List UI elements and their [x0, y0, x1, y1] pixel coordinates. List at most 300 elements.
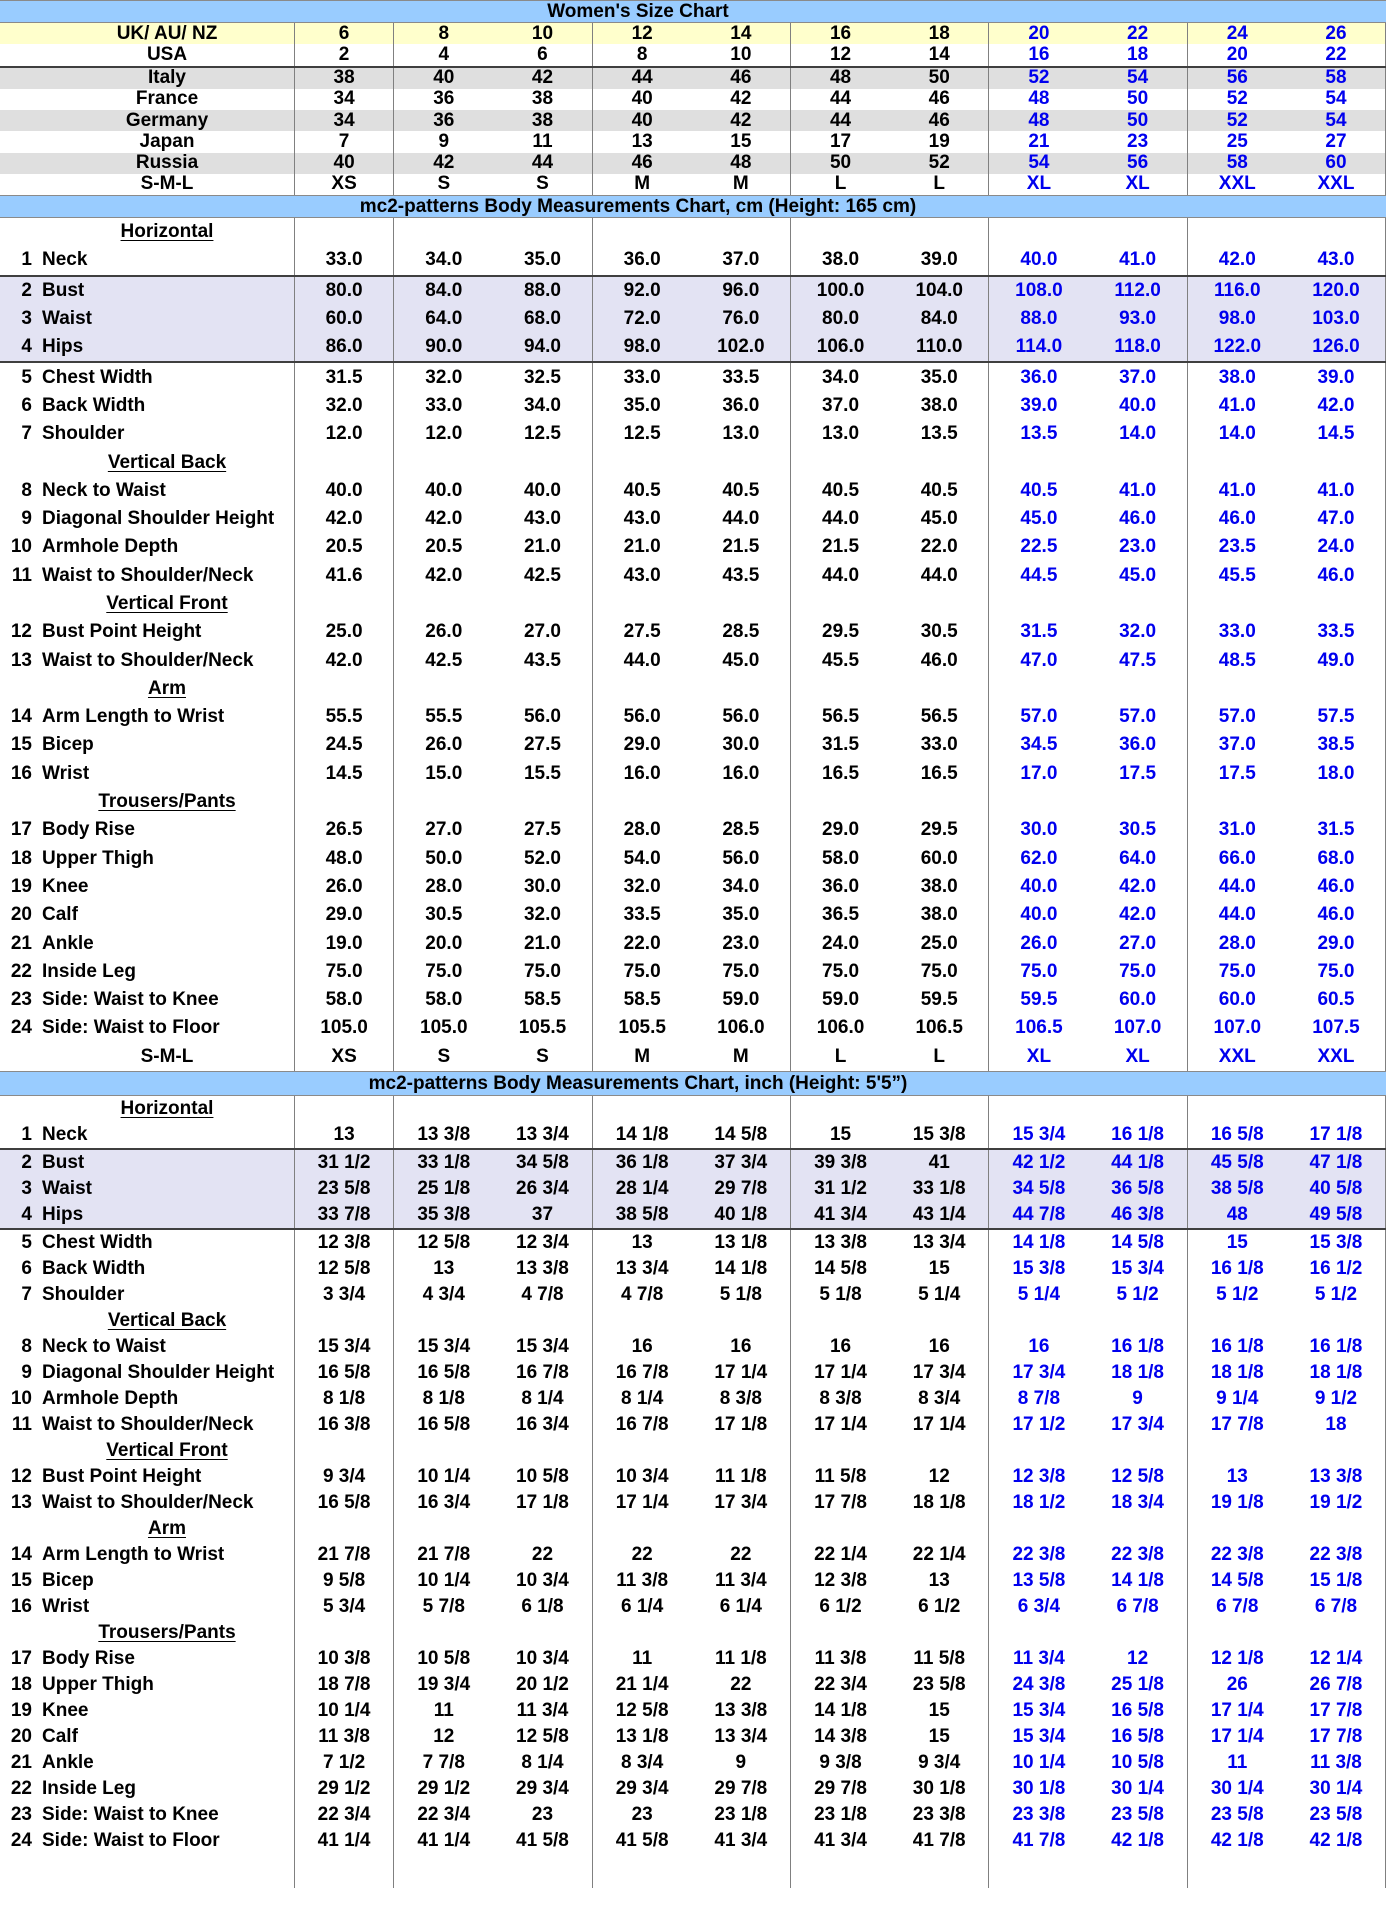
value-cell [1089, 1516, 1188, 1542]
value-cell: 41.6 [295, 562, 394, 590]
value-cell: 15 [890, 1698, 989, 1724]
value-cell: 34 5/8 [1012, 1177, 1066, 1199]
value-cell [692, 1308, 791, 1334]
value-cell [791, 218, 890, 246]
value-cell: 11 3/4 [1013, 1647, 1065, 1669]
value-cell: 33 1/8 [890, 1176, 989, 1202]
table-row [0, 1568, 1386, 1594]
value-cell [890, 675, 989, 703]
row-label [0, 1043, 295, 1071]
value-cell: 13 5/8 [1012, 1569, 1066, 1591]
value-cell: 46 [890, 110, 989, 131]
row-label [0, 1202, 295, 1228]
row-label-text: Knee [42, 1699, 89, 1721]
table-row [0, 333, 1386, 363]
value-cell: 37 [493, 1202, 592, 1228]
row-label [0, 420, 295, 448]
value-cell: 26 [1287, 23, 1386, 44]
value-cell: 72.0 [623, 308, 661, 330]
value-cell: 25 1/8 [417, 1177, 471, 1199]
table-row [0, 958, 1386, 986]
value-cell: 41 3/4 [814, 1829, 867, 1851]
value-cell [394, 448, 493, 476]
value-cell: 12 5/8 [417, 1231, 471, 1253]
value-cell: 43.5 [493, 646, 592, 674]
table-row [0, 420, 1386, 448]
row-label [0, 1334, 295, 1360]
value-cell: 14 1/8 [1012, 1231, 1066, 1253]
value-cell: 28 1/4 [615, 1177, 669, 1199]
value-cell: 16 5/8 [1210, 1123, 1264, 1145]
value-cell: 34.0 [822, 366, 860, 388]
value-cell: 40 [433, 67, 455, 89]
value-cell: 16 [1028, 44, 1050, 65]
value-cell [1188, 1854, 1287, 1888]
value-cell: XL [1089, 174, 1188, 195]
value-cell: 41 7/8 [1012, 1829, 1066, 1851]
value-cell [1188, 590, 1287, 618]
value-cell [1188, 218, 1287, 246]
value-cell [1089, 1620, 1188, 1646]
value-cell: L [890, 174, 989, 195]
value-cell: 5 1/2 [1287, 1282, 1386, 1308]
value-cell: 60.0 [890, 845, 989, 873]
table-row [0, 1014, 1386, 1042]
value-cell: 9 1/2 [1287, 1386, 1386, 1412]
value-cell: 60.0 [1089, 986, 1188, 1014]
value-cell: 9 [1089, 1386, 1188, 1412]
value-cell: 23.5 [1218, 536, 1256, 558]
value-cell: 57.5 [1287, 703, 1386, 731]
value-cell: 11 3/4 [493, 1698, 592, 1724]
value-cell: 13 3/8 [692, 1698, 791, 1724]
table-row [0, 363, 1386, 391]
value-cell: 45.5 [1218, 564, 1256, 586]
row-label-text: Diagonal Shoulder Height [42, 508, 275, 530]
value-cell: 41.0 [1287, 477, 1386, 505]
value-cell: 22 1/4 [814, 1543, 867, 1565]
value-cell: 2 [295, 44, 394, 65]
value-cell: 56.0 [692, 845, 791, 873]
value-cell: 16 1/2 [1287, 1256, 1386, 1282]
value-cell: 40.5 [1020, 479, 1058, 501]
value-cell: 23 3/8 [1012, 1803, 1066, 1825]
value-cell: 3 3/4 [295, 1282, 394, 1308]
value-cell [890, 590, 989, 618]
section-header-text: Vertical Back [107, 451, 227, 473]
value-cell: 75.0 [1218, 960, 1256, 982]
row-label-text: Side: Waist to Knee [42, 1803, 219, 1825]
value-cell: 13 [433, 1257, 455, 1279]
value-cell: 8 3/4 [621, 1751, 664, 1773]
table-row [0, 845, 1386, 873]
value-cell: 38.0 [822, 249, 860, 271]
value-cell: 17 1/8 [493, 1490, 592, 1516]
value-cell: 22.5 [1020, 536, 1058, 558]
value-cell [1287, 788, 1386, 816]
value-cell: 13 [631, 131, 653, 152]
row-label [0, 1854, 295, 1888]
value-cell: XS [295, 1043, 394, 1071]
value-cell: 36.5 [822, 904, 860, 926]
value-cell [1188, 1516, 1287, 1542]
value-cell: 16 5/8 [295, 1360, 394, 1386]
value-cell: 43.0 [623, 508, 661, 530]
value-cell: 33.5 [1287, 618, 1386, 646]
row-label [0, 44, 295, 65]
value-cell: 4 3/4 [422, 1283, 465, 1305]
row-label-text: Ankle [42, 1751, 94, 1773]
value-cell: 20.5 [425, 536, 463, 558]
value-cell [791, 448, 890, 476]
value-cell: 54.0 [623, 847, 661, 869]
section-header-text: Horizontal [120, 1097, 214, 1119]
row-label [0, 392, 295, 420]
table-row [0, 44, 1386, 67]
value-cell [890, 448, 989, 476]
value-cell: 5 1/4 [1017, 1283, 1061, 1305]
table-row [0, 1724, 1386, 1750]
value-cell: 18 1/8 [1210, 1361, 1264, 1383]
value-cell: 56.0 [623, 706, 661, 728]
table-row [0, 68, 1386, 89]
value-cell: 16 5/8 [417, 1413, 471, 1435]
value-cell: 22 3/8 [1089, 1542, 1188, 1568]
value-cell: 18 1/2 [1012, 1491, 1066, 1513]
value-cell: 31.5 [1287, 816, 1386, 844]
value-cell: 30 1/4 [1287, 1776, 1386, 1802]
row-label-text: Diagonal Shoulder Height [42, 1361, 275, 1383]
value-cell: S [437, 173, 451, 195]
value-cell: 7 7/8 [422, 1751, 465, 1773]
value-cell: 5 1/8 [692, 1282, 791, 1308]
value-cell: 22 3/8 [1210, 1543, 1264, 1565]
value-cell [692, 1854, 791, 1888]
section-header [0, 1620, 295, 1646]
value-cell: 34 5/8 [493, 1150, 592, 1176]
value-cell: 75.0 [890, 958, 989, 986]
value-cell: 59.5 [890, 986, 989, 1014]
row-number: 3 [21, 308, 32, 330]
section-header [0, 1308, 295, 1334]
value-cell: 36.0 [1089, 731, 1188, 759]
value-cell [692, 218, 791, 246]
value-cell: 19.0 [295, 929, 394, 957]
value-cell: 24.5 [295, 731, 394, 759]
value-cell: 29.0 [822, 819, 860, 841]
value-cell: 90.0 [425, 336, 463, 358]
value-cell: 14 [890, 44, 989, 65]
row-number: 12 [10, 621, 32, 643]
value-cell: 8 1/8 [295, 1386, 394, 1412]
section-header-text: Trousers/Pants [98, 791, 236, 813]
row-number: 19 [10, 1699, 32, 1721]
value-cell [791, 788, 890, 816]
value-cell: 22.0 [890, 533, 989, 561]
value-cell: 17.5 [1218, 762, 1256, 784]
table-row [0, 1802, 1386, 1828]
value-cell [593, 1096, 692, 1122]
value-cell: 15 3/4 [1012, 1699, 1066, 1721]
value-cell: 54 [1287, 89, 1386, 110]
value-cell: 16 3/4 [493, 1412, 592, 1438]
value-cell: 18 1/8 [1089, 1360, 1188, 1386]
value-cell: 23 5/8 [890, 1672, 989, 1698]
inch-chart-title-bar [0, 1071, 1386, 1096]
table-row [0, 1386, 1386, 1412]
value-cell [394, 1620, 493, 1646]
value-cell: 38.0 [890, 392, 989, 420]
value-cell: 45 5/8 [1210, 1151, 1264, 1173]
row-label [0, 1646, 295, 1672]
value-cell: 36.0 [1020, 366, 1058, 388]
value-cell [1287, 1516, 1386, 1542]
value-cell: XL [1026, 173, 1052, 195]
row-label-text: Chest Width [42, 1231, 153, 1253]
value-cell: 5 1/2 [1089, 1282, 1188, 1308]
value-cell: 41.0 [1089, 477, 1188, 505]
row-label [0, 363, 295, 391]
row-label [0, 23, 295, 44]
value-cell: 44 [631, 67, 653, 89]
row-label [0, 1282, 295, 1308]
value-cell: 4 7/8 [493, 1282, 592, 1308]
value-cell: 19 1/2 [1287, 1490, 1386, 1516]
table-row [0, 590, 1386, 618]
table-row [0, 1516, 1386, 1542]
row-label [0, 1776, 295, 1802]
value-cell: 42.5 [425, 649, 463, 671]
value-cell: 14 5/8 [1089, 1230, 1188, 1256]
row-number: 20 [10, 1725, 32, 1747]
value-cell: 28.0 [1218, 932, 1256, 954]
row-label [0, 1490, 295, 1516]
value-cell: 18 [1089, 44, 1188, 65]
value-cell: 5 1/4 [890, 1282, 989, 1308]
value-cell: 30.5 [425, 904, 463, 926]
value-cell: 16 7/8 [615, 1413, 669, 1435]
value-cell: 31 1/2 [295, 1150, 394, 1176]
table-row [0, 1360, 1386, 1386]
value-cell: 43.0 [493, 505, 592, 533]
value-cell [394, 1308, 493, 1334]
value-cell [1089, 448, 1188, 476]
value-cell [1089, 590, 1188, 618]
value-cell: 12.5 [493, 420, 592, 448]
value-cell: 15 [692, 131, 791, 152]
value-cell: 40.0 [1089, 392, 1188, 420]
value-cell: 11 [632, 1647, 653, 1669]
value-cell: 105.5 [493, 1014, 592, 1042]
value-cell: 36.0 [692, 392, 791, 420]
value-cell: 56.0 [493, 703, 592, 731]
row-number: 21 [10, 1751, 32, 1773]
value-cell [989, 1438, 1088, 1464]
row-label [0, 731, 295, 759]
table-row [0, 1282, 1386, 1308]
table-row [0, 477, 1386, 505]
value-cell: 27.0 [425, 819, 463, 841]
cm-measurements-table [0, 218, 1386, 1071]
row-label-text: Side: Waist to Floor [42, 1017, 220, 1039]
value-cell: 29.0 [295, 901, 394, 929]
value-cell: 16 5/8 [417, 1361, 471, 1383]
value-cell: 107.0 [1089, 1014, 1188, 1042]
value-cell: 29 7/8 [692, 1176, 791, 1202]
value-cell: 13 3/8 [417, 1123, 471, 1145]
value-cell: 16 1/8 [1089, 1334, 1188, 1360]
row-label [0, 1672, 295, 1698]
value-cell: 88.0 [493, 277, 592, 305]
value-cell: 55.5 [295, 703, 394, 731]
value-cell: 13 [631, 1231, 653, 1253]
value-cell: 44 [829, 88, 852, 110]
value-cell: 42.0 [1287, 392, 1386, 420]
value-cell: 120.0 [1287, 277, 1386, 305]
value-cell [989, 1516, 1088, 1542]
row-label [0, 760, 295, 788]
value-cell: 49 5/8 [1287, 1202, 1386, 1228]
row-label-text: Armhole Depth [42, 1387, 179, 1409]
value-cell [493, 1854, 592, 1888]
value-cell [989, 1854, 1088, 1888]
table-row [0, 760, 1386, 788]
value-cell: 26.5 [295, 816, 394, 844]
value-cell: 58.0 [295, 986, 394, 1014]
value-cell: 12 5/8 [615, 1699, 669, 1721]
value-cell: 36 [433, 88, 455, 110]
value-cell: 52 [1226, 88, 1248, 110]
value-cell: 75.0 [623, 960, 661, 982]
value-cell [1287, 1854, 1386, 1888]
value-cell: 11 3/8 [814, 1647, 867, 1669]
value-cell: 42 1/8 [1287, 1828, 1386, 1854]
value-cell: 6 1/2 [819, 1595, 862, 1617]
value-cell: 28.0 [623, 819, 661, 841]
value-cell: 50 [1089, 110, 1188, 131]
value-cell [493, 218, 592, 246]
value-cell: 32.0 [295, 392, 394, 420]
value-cell: 6 7/8 [1287, 1594, 1386, 1620]
value-cell: 16 [692, 1334, 791, 1360]
value-cell: 22 [692, 1542, 791, 1568]
value-cell: 21 7/8 [417, 1543, 471, 1565]
row-label [0, 1150, 295, 1176]
value-cell: 34 [295, 110, 394, 131]
value-cell: 46.0 [1287, 873, 1386, 901]
value-cell [493, 675, 592, 703]
value-cell: 42 1/8 [1089, 1828, 1188, 1854]
value-cell [1287, 675, 1386, 703]
value-cell: 23 1/8 [814, 1803, 867, 1825]
value-cell: 21.5 [692, 533, 791, 561]
value-cell: 21 7/8 [295, 1542, 394, 1568]
value-cell: 24 3/8 [1012, 1673, 1066, 1695]
value-cell: 30 1/8 [890, 1776, 989, 1802]
value-cell: 54 [1028, 152, 1050, 174]
table-row [0, 1646, 1386, 1672]
value-cell: 11 3/8 [616, 1569, 669, 1591]
value-cell [394, 590, 493, 618]
value-cell: 8 [438, 23, 450, 44]
row-number: 10 [10, 1387, 32, 1409]
value-cell [1287, 590, 1386, 618]
value-cell: 13 [1226, 1465, 1248, 1487]
value-cell: 29 1/2 [295, 1776, 394, 1802]
row-number: 11 [11, 1413, 32, 1435]
row-label [0, 1230, 295, 1256]
row-label-text: Neck [42, 249, 88, 271]
value-cell [989, 1096, 1088, 1122]
value-cell: 50.0 [425, 847, 463, 869]
value-cell [791, 1438, 890, 1464]
value-cell: 22.0 [623, 932, 661, 954]
value-cell: 122.0 [1213, 336, 1262, 358]
value-cell: 35 3/8 [417, 1203, 471, 1225]
table-row [0, 305, 1386, 333]
value-cell: 23.0 [692, 929, 791, 957]
value-cell: 16 [829, 1335, 852, 1357]
value-cell: 35.0 [493, 246, 592, 274]
value-cell: 52 [1028, 67, 1050, 89]
value-cell: 31.0 [1218, 819, 1256, 841]
row-label [0, 1014, 295, 1042]
value-cell: 17 1/8 [1287, 1122, 1386, 1148]
value-cell: 105.0 [295, 1014, 394, 1042]
value-cell: 26.0 [425, 734, 463, 756]
value-cell: 10 3/4 [493, 1568, 592, 1594]
value-cell: 12 3/8 [814, 1569, 867, 1591]
value-cell: 108.0 [1015, 279, 1063, 301]
value-cell: 15 3/4 [1012, 1123, 1066, 1145]
value-cell: 9 [692, 1750, 791, 1776]
value-cell: 9 3/4 [295, 1464, 394, 1490]
value-cell: 20.0 [425, 932, 463, 954]
row-label-text: Ankle [42, 932, 94, 954]
value-cell [493, 1438, 592, 1464]
value-cell: 5 1/2 [1216, 1283, 1259, 1305]
value-cell: 41 5/8 [615, 1829, 669, 1851]
table-row [0, 675, 1386, 703]
row-label-text: Wrist [42, 762, 90, 784]
value-cell: 44.0 [822, 508, 860, 530]
value-cell: 34.0 [493, 392, 592, 420]
value-cell: 15 3/8 [1012, 1257, 1066, 1279]
value-cell [692, 1516, 791, 1542]
table-row [0, 1308, 1386, 1334]
value-cell: 60.0 [295, 305, 394, 333]
row-number: 23 [10, 989, 32, 1011]
row-number: 1 [21, 1123, 32, 1145]
row-number: 7 [21, 1283, 32, 1305]
value-cell: 11 5/8 [814, 1465, 867, 1487]
row-number: 16 [10, 762, 32, 784]
value-cell: 34.0 [425, 249, 463, 271]
row-number: 16 [10, 1595, 32, 1617]
value-cell: 42 [692, 110, 791, 131]
table-row [0, 1750, 1386, 1776]
value-cell: 12 3/8 [1012, 1465, 1066, 1487]
row-label-text: Side: Waist to Floor [42, 1829, 220, 1851]
section-header [0, 448, 295, 476]
value-cell [1188, 675, 1287, 703]
value-cell: 47.0 [1287, 505, 1386, 533]
size-chart-title: Women's Size Chart [547, 1, 729, 22]
value-cell: 21 [1028, 131, 1050, 152]
row-number: 8 [21, 1335, 32, 1357]
value-cell: 118.0 [1089, 333, 1188, 361]
row-label [0, 89, 295, 110]
